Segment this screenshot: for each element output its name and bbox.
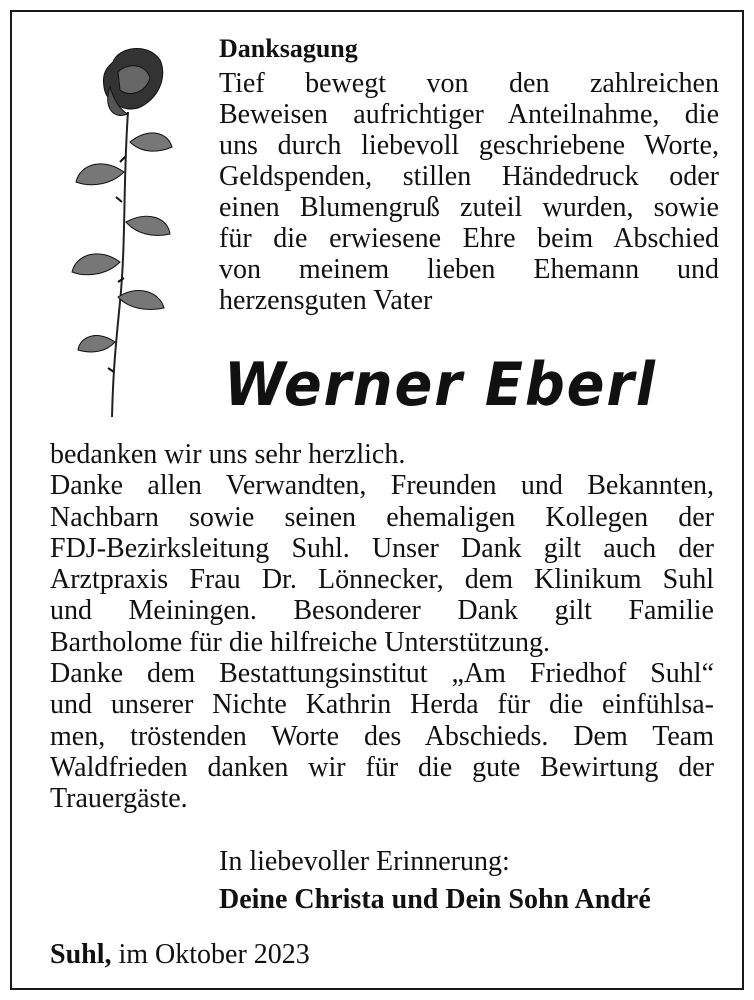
signatories: Deine Christa und Dein Sohn André [219, 884, 651, 915]
body-paragraph [50, 439, 714, 815]
body-line: FDJ-Bezirksleitung Suhl. Unser Dank gilt auch der [50, 532, 714, 564]
intro-line: herzensguten Vater [219, 285, 433, 316]
intro-line: Tief bewegt von den zahlreichen [219, 68, 719, 99]
intro-line: von meinem lieben Ehemann und [219, 254, 719, 285]
body-line: und Meiningen. Besonderer Dank gilt Familie [50, 595, 714, 627]
body-line: Danke dem Bestattungsinstitut „Am Friedhof Suhl“ [50, 658, 714, 690]
intro-paragraph [219, 68, 719, 316]
place: Suhl, [50, 939, 112, 970]
body-line: Waldfrieden danken wir für die gute Bewirtung der [50, 751, 714, 783]
intro-line: einen Blumengruß zuteil wurden, sowie [219, 192, 719, 223]
body-line: und unserer Nichte Kathrin Herda für die einfühlsa- [50, 689, 714, 721]
closing-line: In liebevoller Erinnerung: [219, 846, 510, 877]
body-line: Bartholome für die hilfreiche Unterstützung. [50, 626, 550, 658]
body-line: Arztpraxis Frau Dr. Lönnecker, dem Klinikum Suhl [50, 564, 714, 596]
intro-line: uns durch liebevoll geschriebene Worte, [219, 130, 719, 161]
date: im Oktober 2023 [118, 939, 310, 970]
intro-line: für die erwiesene Ehre beim Abschied [219, 223, 719, 254]
body-line: Danke allen Verwandten, Freunden und Bekannten, [50, 470, 714, 502]
body-line: Trauergäste. [50, 783, 188, 815]
body-line: men, tröstenden Worte des Abschieds. Dem Team [50, 720, 714, 752]
body-line: bedanken wir uns sehr herzlich. [50, 439, 406, 470]
body-line: Nachbarn sowie seinen ehemaligen Kollegen der [50, 501, 714, 533]
deceased-name: Werner Eberl [224, 350, 657, 420]
place-date [50, 939, 310, 971]
heading: Danksagung [219, 34, 358, 63]
intro-line: Geldspenden, stillen Händedruck oder [219, 161, 719, 192]
rose-icon [68, 42, 178, 427]
obituary-frame [10, 10, 744, 990]
intro-line: Beweisen aufrichtiger Anteilnahme, die [219, 99, 719, 130]
